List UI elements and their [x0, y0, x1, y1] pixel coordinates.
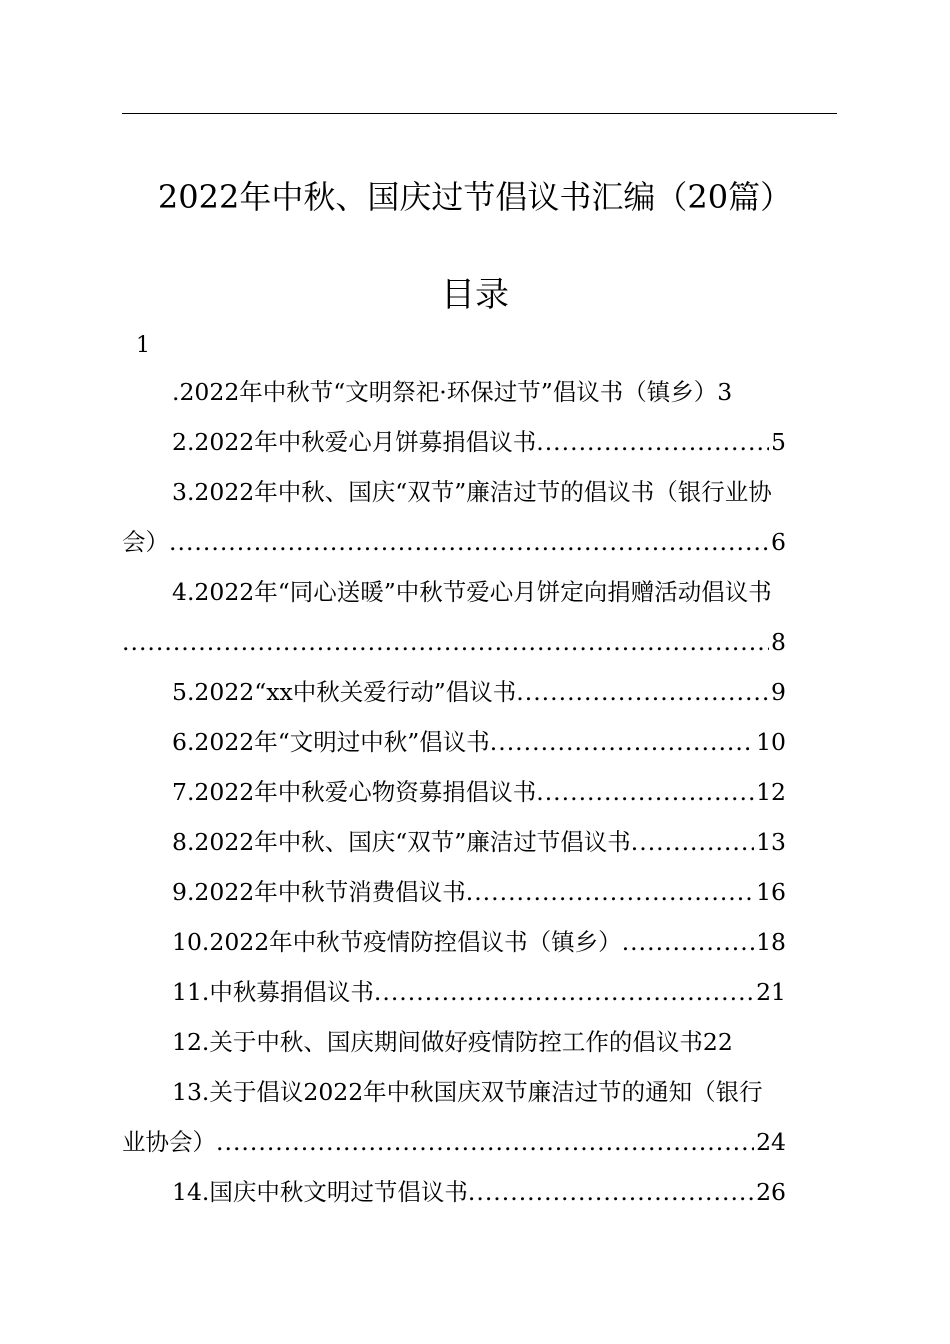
stray-page-number: 1 [136, 333, 150, 358]
dot-leader [374, 974, 754, 1010]
dot-leader [122, 624, 769, 660]
toc-entry-page: 22 [702, 1028, 733, 1056]
toc-entry-page: 13 [756, 828, 786, 856]
toc-entry-page: 16 [756, 878, 786, 906]
toc-entry-4-line-1[interactable] [172, 574, 836, 610]
toc-entry-label: 12.关于中秋、国庆期间做好疫情防控工作的倡议书 [172, 1028, 703, 1056]
toc-entry-13-line-2[interactable] [122, 1124, 786, 1160]
toc-entry-11[interactable] [172, 974, 786, 1010]
toc-entry-label: 9.2022年中秋节消费倡议书 [172, 878, 466, 906]
toc-entry-page: 18 [756, 928, 786, 956]
toc-entry-10[interactable] [172, 924, 786, 960]
toc-entry-2[interactable] [172, 424, 786, 460]
toc-entry-label-cont: 会） [122, 528, 169, 556]
dot-leader [516, 674, 769, 710]
toc-entry-page: 12 [756, 778, 786, 806]
toc-entry-7[interactable] [172, 774, 786, 810]
toc-entry-page: 24 [756, 1128, 786, 1156]
dot-leader [490, 724, 754, 760]
toc-entry-label: 2.2022年中秋爱心月饼募捐倡议书 [172, 428, 537, 456]
toc-entry-label-cont: 业协会） [122, 1128, 216, 1156]
toc-entry-page: 9 [771, 678, 786, 706]
toc-entry-8[interactable] [172, 824, 786, 860]
toc-entry-14[interactable] [172, 1174, 786, 1210]
toc-entry-3-line-2[interactable] [122, 524, 786, 560]
toc-heading: 目录 [441, 275, 509, 315]
toc-entry-label: 6.2022年“文明过中秋”倡议书 [172, 728, 490, 756]
dot-leader [169, 524, 769, 560]
toc-entry-13-line-1[interactable] [172, 1074, 836, 1110]
toc-entry-page: 26 [756, 1178, 786, 1206]
toc-entry-12[interactable] [172, 1024, 836, 1060]
toc-entry-9[interactable] [172, 874, 786, 910]
toc-entry-label: 14.国庆中秋文明过节倡议书 [172, 1178, 468, 1206]
toc-entry-page: 21 [756, 978, 786, 1006]
toc-entry-page: 3 [717, 378, 733, 406]
toc-entry-page: 5 [771, 428, 786, 456]
dot-leader [536, 774, 754, 810]
document-title: 2022年中秋、国庆过节倡议书汇编（20篇） [157, 178, 793, 216]
dot-leader [622, 924, 754, 960]
toc-entry-page: 10 [756, 728, 786, 756]
toc-entry-page: 8 [771, 628, 786, 656]
toc-entry-label: 8.2022年中秋、国庆“双节”廉洁过节倡议书 [172, 828, 631, 856]
toc-entry-5[interactable] [172, 674, 786, 710]
toc-entry-label: 11.中秋募捐倡议书 [172, 978, 374, 1006]
header-rule [122, 113, 837, 114]
dot-leader [631, 824, 754, 860]
toc-entry-label: 10.2022年中秋节疫情防控倡议书（镇乡） [172, 928, 622, 956]
dot-leader [536, 424, 769, 460]
toc-entry-4-line-2[interactable] [122, 624, 786, 660]
toc-entry-label: 13.关于倡议2022年中秋国庆双节廉洁过节的通知（银行 [172, 1078, 763, 1106]
toc-entry-page: 6 [771, 528, 786, 556]
toc-entry-label: 4.2022年“同心送暖”中秋节爱心月饼定向捐赠活动倡议书 [172, 578, 772, 606]
toc-entry-3-line-1[interactable] [172, 474, 836, 510]
dot-leader [216, 1124, 754, 1160]
toc-entry-label: 7.2022年中秋爱心物资募捐倡议书 [172, 778, 537, 806]
toc-entry-1[interactable] [172, 374, 836, 410]
toc-entry-label: 3.2022年中秋、国庆“双节”廉洁过节的倡议书（银行业协 [172, 478, 772, 506]
dot-leader [468, 1174, 754, 1210]
toc-entry-6[interactable] [172, 724, 786, 760]
toc-entry-label: .2022年中秋节“文明祭祀·环保过节”倡议书（镇乡） [172, 378, 718, 406]
dot-leader [466, 874, 754, 910]
toc-entry-label: 5.2022“xx中秋关爱行动”倡议书 [172, 678, 517, 706]
